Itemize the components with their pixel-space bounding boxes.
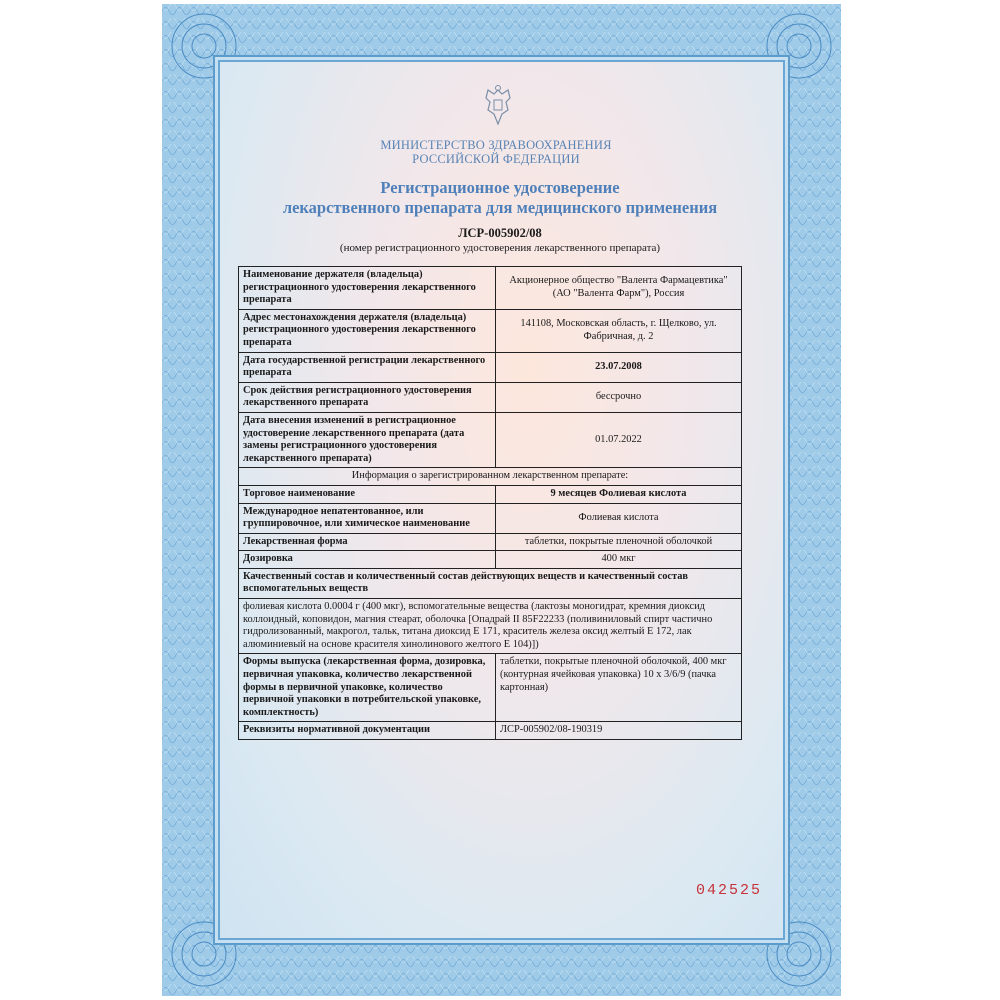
composition-value: фолиевая кислота 0.0004 г (400 мкг), вспомогательные вещества (лактозы моногидрат, кремния диоксид коллоидный, коповидон, магния стеарат, оболочка [Опадрай II 85F22233 (поливиниловый спирт частично гидролизованный, макрогол, тальк, титана диоксид Е 171, краситель железа оксид желтый Е 172, лак алюминиевый на основе красителя хинолинового желтого Е 104)]) [239, 599, 742, 654]
registration-date-label: Дата государственной регистрации лекарственного препарата [239, 352, 496, 382]
inn-label: Международное непатентованное, или группировочное, или химическое наименование [239, 503, 496, 533]
table-row [239, 599, 742, 654]
validity-value: бессрочно [496, 382, 742, 412]
change-date-label: Дата внесения изменений в регистрационное удостоверение лекарственного препарата (дата замены регистрационного удостоверения лекарственного препарата) [239, 412, 496, 467]
table-row [239, 352, 742, 382]
document-title [200, 178, 800, 218]
dosage-form-label: Лекарственная форма [239, 533, 496, 551]
ministry-heading [316, 138, 676, 166]
validity-label: Срок действия регистрационного удостоверения лекарственного препарата [239, 382, 496, 412]
table-row [239, 382, 742, 412]
change-date-value: 01.07.2022 [496, 412, 742, 467]
holder-address-value: 141108, Московская область, г. Щелково, ул. Фабричная, д. 2 [496, 309, 742, 352]
registration-number: ЛСР-005902/08 [458, 226, 542, 240]
composition-label: Качественный состав и количественный состав действующих веществ и качественный состав вспомогательных веществ [239, 568, 742, 598]
table-row [239, 503, 742, 533]
table-row [239, 722, 742, 740]
table-row [239, 485, 742, 503]
table-row [239, 468, 742, 486]
table-row [239, 267, 742, 310]
table-row [239, 654, 742, 722]
eagle-emblem-icon [480, 84, 516, 128]
dosage-label: Дозировка [239, 551, 496, 569]
title-line-2: лекарственного препарата для медицинского применения [282, 198, 718, 217]
holder-name-value: Акционерное общество "Валента Фармацевтика" (АО "Валента Фарм"), Россия [496, 267, 742, 310]
normative-docs-value: ЛСР-005902/08-190319 [496, 722, 742, 740]
drug-info-heading: Информация о зарегистрированном лекарственном препарате: [239, 468, 742, 486]
trade-name-label: Торговое наименование [239, 485, 496, 503]
registration-date-value: 23.07.2008 [496, 352, 742, 382]
serial-number: 042525 [696, 882, 763, 899]
release-forms-value: таблетки, покрытые пленочной оболочкой, 400 мкг (контурная ячейковая упаковка) 10 x 3/6/9 (пачка картонная) [496, 654, 742, 722]
normative-docs-label: Реквизиты нормативной документации [239, 722, 496, 740]
registration-number-caption: (номер регистрационного удостоверения лекарственного препарата) [339, 242, 661, 254]
table-row [239, 309, 742, 352]
inn-value: Фолиевая кислота [496, 503, 742, 533]
title-line-1: Регистрационное удостоверение [380, 178, 620, 197]
release-forms-label: Формы выпуска (лекарственная форма, дозировка, первичная упаковка, количество лекарственной формы в первичной упаковке, количество первичной упаковки в потребительской упаковке, комплектность) [239, 654, 496, 722]
table-row [239, 412, 742, 467]
holder-address-label: Адрес местонахождения держателя (владельца) регистрационного удостоверения лекарственного препарата [239, 309, 496, 352]
table-row [239, 551, 742, 569]
trade-name-value: 9 месяцев Фолиевая кислота [496, 485, 742, 503]
table-row [239, 568, 742, 598]
registration-table [238, 266, 742, 740]
ministry-line-2: РОССИЙСКОЙ ФЕДЕРАЦИИ [412, 152, 580, 166]
dosage-value: 400 мкг [496, 551, 742, 569]
ministry-line-1: МИНИСТЕРСТВО ЗДРАВООХРАНЕНИЯ [380, 138, 612, 152]
holder-name-label: Наименование держателя (владельца) регистрационного удостоверения лекарственного препарата [239, 267, 496, 310]
dosage-form-value: таблетки, покрытые пленочной оболочкой [496, 533, 742, 551]
table-row [239, 533, 742, 551]
